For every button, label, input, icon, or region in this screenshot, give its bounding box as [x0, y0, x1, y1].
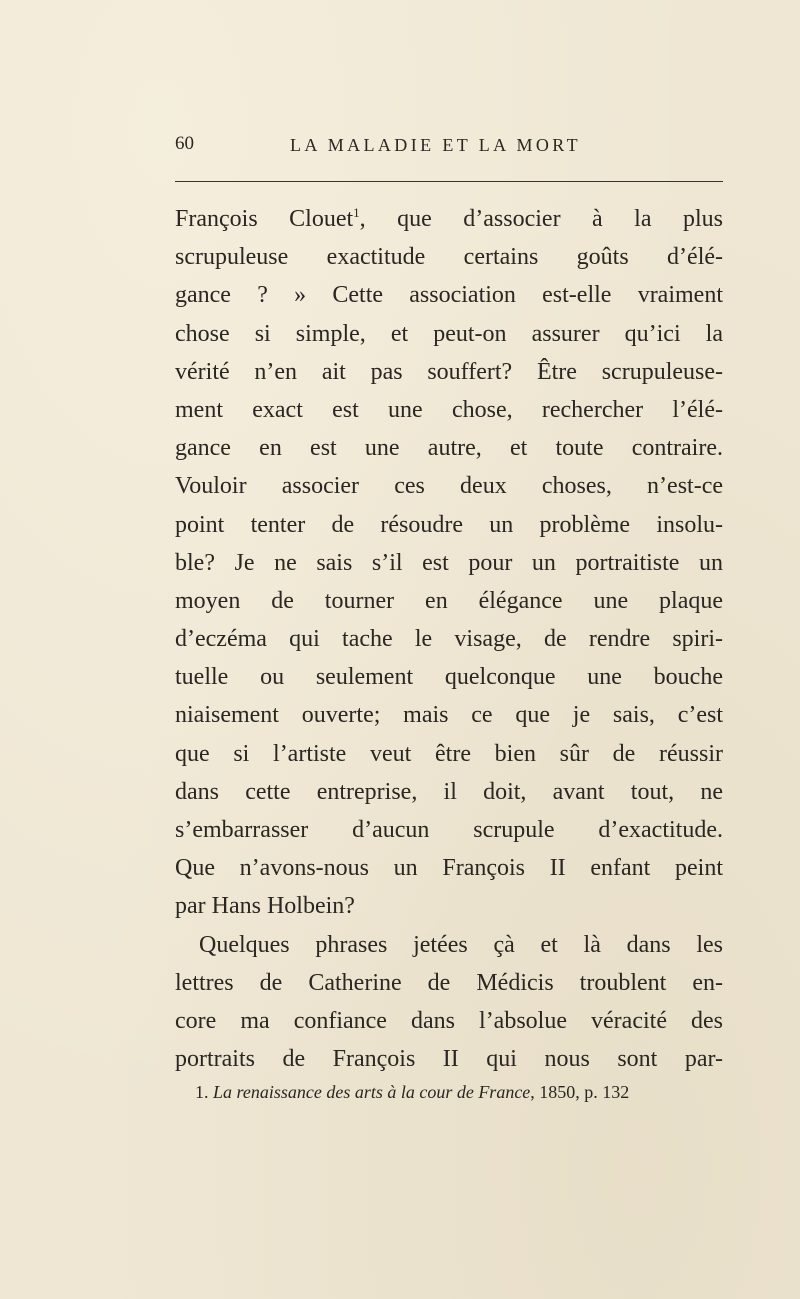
running-title: LA MALADIE ET LA MORT: [290, 135, 581, 155]
text-line: scrupuleuse exactitude certains goûts d’élé-: [175, 244, 723, 271]
text-line: que si l’artiste veut être bien sûr de réussir: [175, 740, 723, 767]
text-segment: , que d’associer à la plus: [359, 206, 723, 232]
body-text: [175, 200, 723, 1078]
page-header: [175, 133, 723, 159]
text-line: Quelques phrases jetées çà et là dans les: [199, 931, 723, 958]
text-line: portraits de François II qui nous sont par-: [175, 1046, 723, 1073]
text-line: [175, 200, 723, 238]
text-line: vérité n’en ait pas souffert? Être scrupuleuse-: [175, 358, 723, 385]
text-line: s’embarrasser d’aucun scrupule d’exactitude.: [175, 817, 723, 843]
footnote-details: , 1850, p. 132: [530, 1082, 630, 1102]
text-line: gance ? » Cette association est-elle vraiment: [175, 282, 723, 309]
text-line: ble? Je ne sais s’il est pour un portraitiste un: [175, 549, 723, 576]
text-line: point tenter de résoudre un problème insolu-: [175, 511, 723, 538]
text-line: core ma confiance dans l’absolue véracité des: [175, 1007, 723, 1034]
header-rule: [175, 181, 723, 182]
text-segment: François Clouet: [175, 206, 354, 232]
text-line: niaisement ouverte; mais ce que je sais, c’est: [175, 702, 723, 729]
text-line: Vouloir associer ces deux choses, n’est-ce: [175, 473, 723, 500]
footnote-title: La renaissance des arts à la cour de France: [213, 1082, 531, 1102]
text-line: moyen de tourner en élégance une plaque: [175, 587, 723, 614]
text-line: ment exact est une chose, rechercher l’élé-: [175, 396, 723, 423]
text-line: chose si simple, et peut-on assurer qu’ici la: [175, 320, 723, 347]
text-line: dans cette entreprise, il doit, avant tout, ne: [175, 778, 723, 805]
footnote: [195, 1082, 723, 1103]
text-line: gance en est une autre, et toute contraire.: [175, 435, 723, 462]
page-number: 60: [175, 133, 194, 154]
footnote-reference: 1: [353, 205, 360, 220]
text-line: d’eczéma qui tache le visage, de rendre spiri-: [175, 626, 723, 653]
text-line: tuelle ou seulement quelconque une bouche: [175, 664, 723, 691]
footnote-marker: 1.: [195, 1082, 209, 1102]
text-line: lettres de Catherine de Médicis troublent en-: [175, 969, 723, 996]
text-line: Que n’avons-nous un François II enfant peint: [175, 855, 723, 882]
text-line: par Hans Holbein?: [175, 893, 355, 920]
